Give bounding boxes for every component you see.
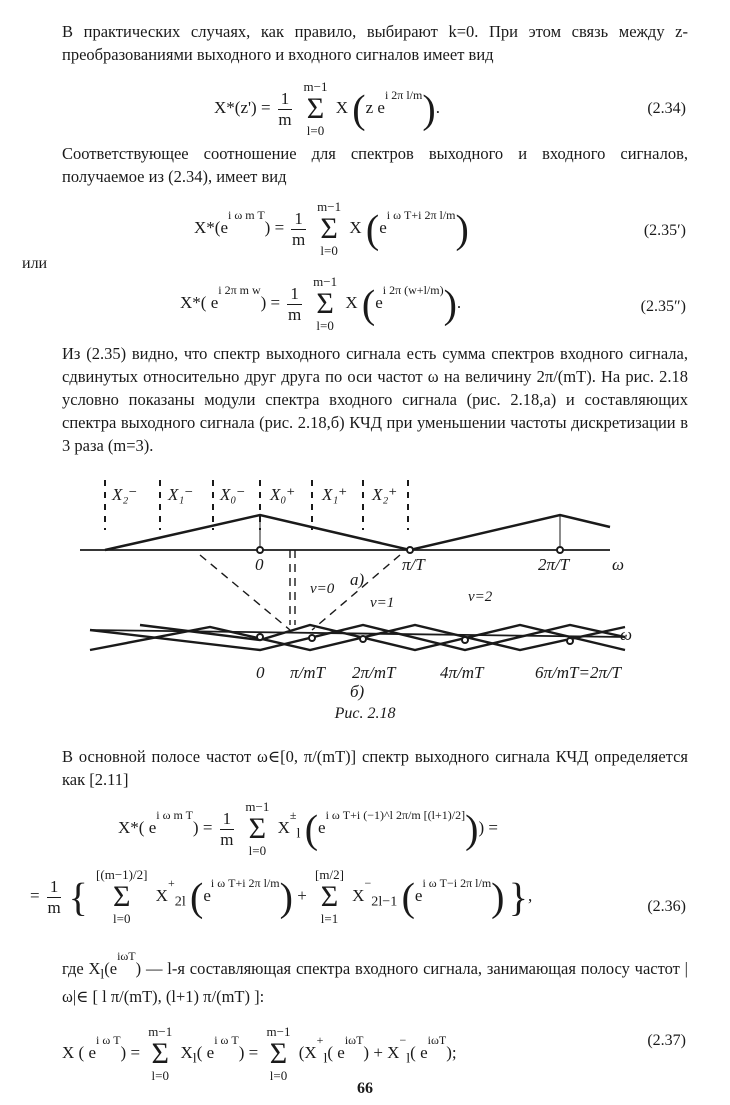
tick-dot [407, 547, 413, 553]
paragraph-1: В практических случаях, как правило, выбирают k=0. При этом связь между z-преобразованиями выходного и входного сигналов имеет вид [62, 22, 688, 64]
axis-b-tick-4: 6π/mT=2π/T [535, 663, 622, 682]
page-number: 66 [357, 1080, 373, 1097]
eq-number-2-36: (2.36) [647, 898, 686, 915]
equation-2-35-prime: $X*(e^{i \omega m T})$ = $\frac{1}{m}$ m−1 Σ l=0 X $(e^{i \omega T+i 2\pi l/m})$ [194, 199, 469, 258]
equation-2-36-line-2: = $\frac{1}{m}$ { [(m−1)/2] Σ l=0 $X^+_{2l}$ $(e^{i \omega T+i 2\pi l/m}) + [m/2]$ Σ l=1 $X^-_{2l-1}$ $(e^{i \omega T-i 2\pi l/m})$ }, [30, 867, 533, 926]
eq-lhs: X*(z') = [214, 97, 271, 117]
axis-a-omega: ω [612, 555, 625, 574]
label-x0-minus: X₀⁻ [220, 485, 246, 504]
label-x1-plus: X₁⁺ [322, 485, 348, 504]
equation-2-34: X*(z') = $\frac{1}{m}$ m−1 Σ l=0 X (z $e^{i 2\pi l/m}$). [214, 79, 440, 138]
figure-caption: Рис. 2.18 [334, 705, 396, 722]
equation-2-35-double-prime: X*( $e^{i 2\pi m w}$) = $\frac{1}{m}$ m−1 Σ l=0 X $(e^{i 2\pi (w+l/m)})$. [180, 274, 462, 333]
eq-number-2-35-prime: (2.35′) [643, 222, 686, 239]
paragraph-4: В основной полосе частот ω∈[0, π/(mT)] спектр выходного сигнала КЧД определяется как [2.11] [62, 747, 688, 789]
paragraph-2: Соответствующее соотношение для спектров выходного и входного сигналов, получаемое из (2.34), имеет вид [62, 144, 688, 186]
eq-number-2-35-double-prime: (2.35″) [640, 298, 686, 315]
axis-a-zero: 0 [255, 555, 264, 574]
label-x1-minus: X₁⁻ [168, 485, 194, 504]
axis-a-mid: π/T [402, 555, 425, 574]
axis-b-tag: б) [350, 682, 365, 701]
nu-1: ν=1 [370, 595, 395, 611]
tick-dot [557, 547, 563, 553]
axis-a-tag: a) [350, 570, 365, 589]
label-x2-plus: X₂⁺ [372, 485, 398, 504]
equation-2-36-line-1: X*( $e^{i \omega m T}$) = $\frac{1}{m}$ m−1 Σ l=0 $X^\pm_l$ $(e^{i \omega T+i (-1)\^{}l 2\pi/m [(l+1)/2]})$) = [118, 799, 498, 858]
axis-b-tick-2: 2π/mT [352, 663, 396, 682]
projection [200, 555, 290, 630]
band-expression: [ l π/(mT), (l+1) π/(mT) ]: [92, 987, 265, 1007]
eq-number-2-37: (2.37) [647, 1032, 686, 1049]
fraction: $\frac{1}{m}$ [278, 88, 292, 129]
axis-a-end: 2π/T [538, 555, 570, 574]
spectrum-a [105, 515, 610, 550]
axis-b-tick-1: π/mT [290, 663, 325, 682]
sum-symbol: m−1 Σ l=0 [303, 79, 328, 138]
axis-b-tick-0: 0 [256, 663, 265, 682]
nu-2: ν=2 [468, 589, 493, 605]
word-ili: или [22, 255, 48, 272]
label-x2-minus: X₂⁻ [112, 485, 138, 504]
axis-b-tick-3: 4π/mT [440, 663, 484, 682]
axis-b-omega: ω [620, 625, 633, 644]
tick-dot [257, 547, 263, 553]
nu-0: ν=0 [310, 581, 335, 597]
label-x0-plus: X₀⁺ [270, 485, 296, 504]
paragraph-3: Из (2.35) видно, что спектр выходного сигнала есть сумма спектров входного сигнала, сдвинутых относительно друг друга по оси частот ω на величину 2π/(mT). На рис. 2.18 условно показаны модули спектра входного сигнала (рис. 2.18,a) и составляющих спектра выходного сигнала (рис. 2.18,б) КЧД при уменьшении частоты дискретизации в 3 раза (m=3). [62, 344, 688, 455]
figure-2-18 [80, 465, 660, 705]
eq-number-2-34: (2.34) [647, 100, 686, 117]
equation-2-37: X ( $e^{i \omega T}) = m-1$ Σ l=0 $X_l$( $e^{i \omega T}) = m-1$ Σ l=0 ($X^+_l$( $e^{i\omega T}) + X^-_l$( $e^{i\omega T}$); [62, 1024, 457, 1083]
paragraph-5: где $X_l(e^{i\omega T})$ — l-я составляющая спектра входного сигнала, занимающая полосу частот |ω|∈ [ l π/(mT), (l+1) π/(mT) ]: [62, 949, 688, 1007]
